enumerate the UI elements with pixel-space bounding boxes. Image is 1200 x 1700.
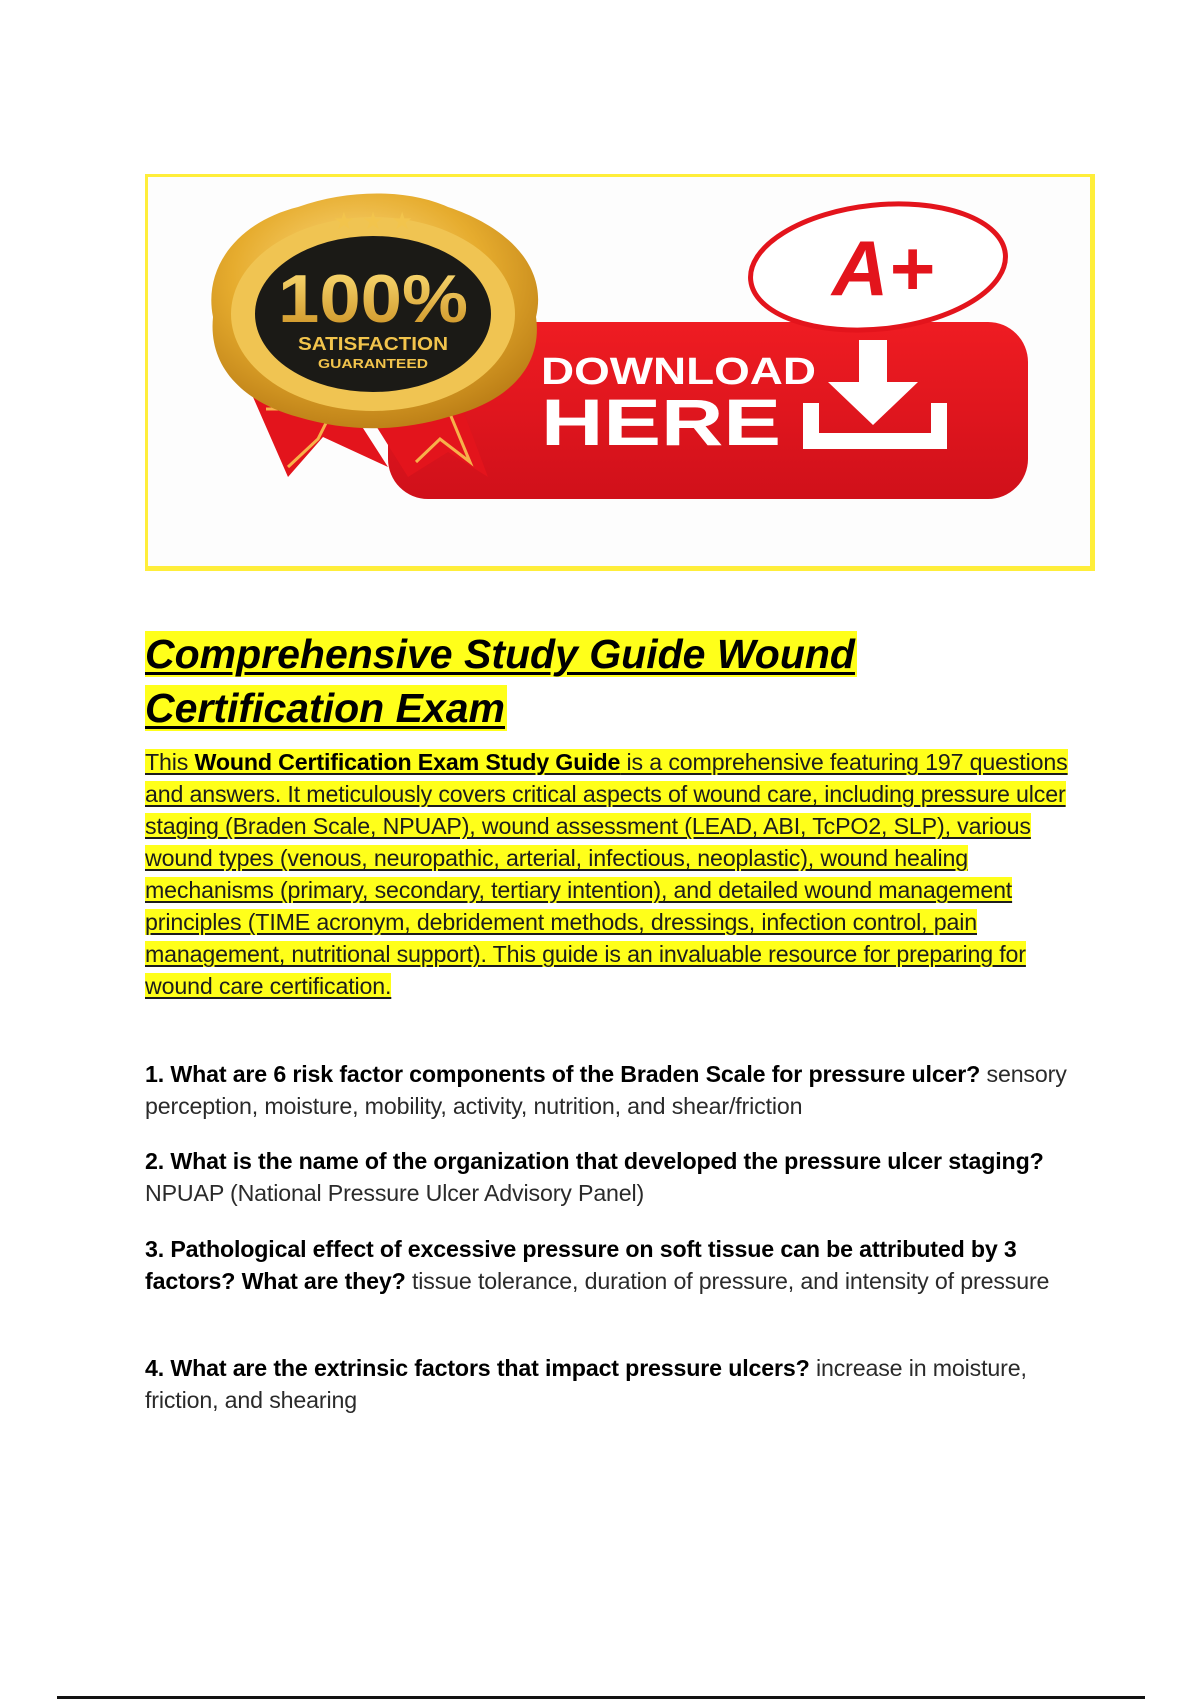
banner-graphic xyxy=(148,177,1095,571)
download-banner[interactable] xyxy=(145,174,1095,571)
qa-item-1 xyxy=(145,1058,1095,1122)
answer-text: sensory perception, moisture, mobility, activity, nutrition, and shear/friction xyxy=(145,1061,1067,1119)
question-text: 3. Pathological effect of excessive pressure on soft tissue can be attributed by 3 factors? What are they? xyxy=(145,1236,1017,1294)
qa-item-3 xyxy=(145,1233,1095,1297)
svg-text:SATISFACTION: SATISFACTION xyxy=(298,334,448,354)
question-text: 4. What are the extrinsic factors that impact pressure ulcers? xyxy=(145,1355,810,1381)
here-label: HERE xyxy=(541,385,781,459)
qa-item-2 xyxy=(145,1145,1095,1209)
question-text: 2. What is the name of the organization that developed the pressure ulcer staging? xyxy=(145,1148,1044,1174)
satisfaction-badge xyxy=(211,194,538,429)
intro-paragraph xyxy=(145,746,1085,1002)
answer-text: NPUAP (National Pressure Ulcer Advisory Panel) xyxy=(145,1180,645,1206)
question-text: 1. What are 6 risk factor components of the Braden Scale for pressure ulcer? xyxy=(145,1061,981,1087)
download-label: DOWNLOAD xyxy=(541,351,816,393)
svg-text:GUARANTEED: GUARANTEED xyxy=(318,356,428,371)
document-title: Comprehensive Study Guide Wound Certification Exam xyxy=(145,631,855,731)
page-divider xyxy=(57,1696,1145,1699)
svg-text:A+: A+ xyxy=(832,224,934,312)
a-plus-grade xyxy=(744,192,1012,342)
svg-text:100%: 100% xyxy=(278,261,468,337)
qa-item-4 xyxy=(145,1352,1095,1416)
intro-bold: Wound Certification Exam Study Guide xyxy=(194,749,621,775)
svg-text:★ ★ ★: ★ ★ ★ xyxy=(333,207,413,235)
answer-text: increase in moisture, friction, and shearing xyxy=(145,1355,1027,1413)
answer-text: tissue tolerance, duration of pressure, and intensity of pressure xyxy=(411,1268,1050,1294)
intro-highlight: This Wound Certification Exam Study Guide is a comprehensive featuring 197 questions and answers. It meticulously covers critical aspects of wound care, including pressure ulcer staging (Braden Scale, NPUAP), wound assessment (LEAD, ABI, TcPO2, SLP), various wound types (venous, neuropathic, arterial, infectious, neoplastic), wound healing mechanisms (primary, secondary, tertiary intention), and detailed wound management principles (TIME acronym, debridement methods, dressings, infection control, pain management, nutritional support). This guide is an invaluable resource for preparing for wound care certification. xyxy=(145,749,1068,999)
